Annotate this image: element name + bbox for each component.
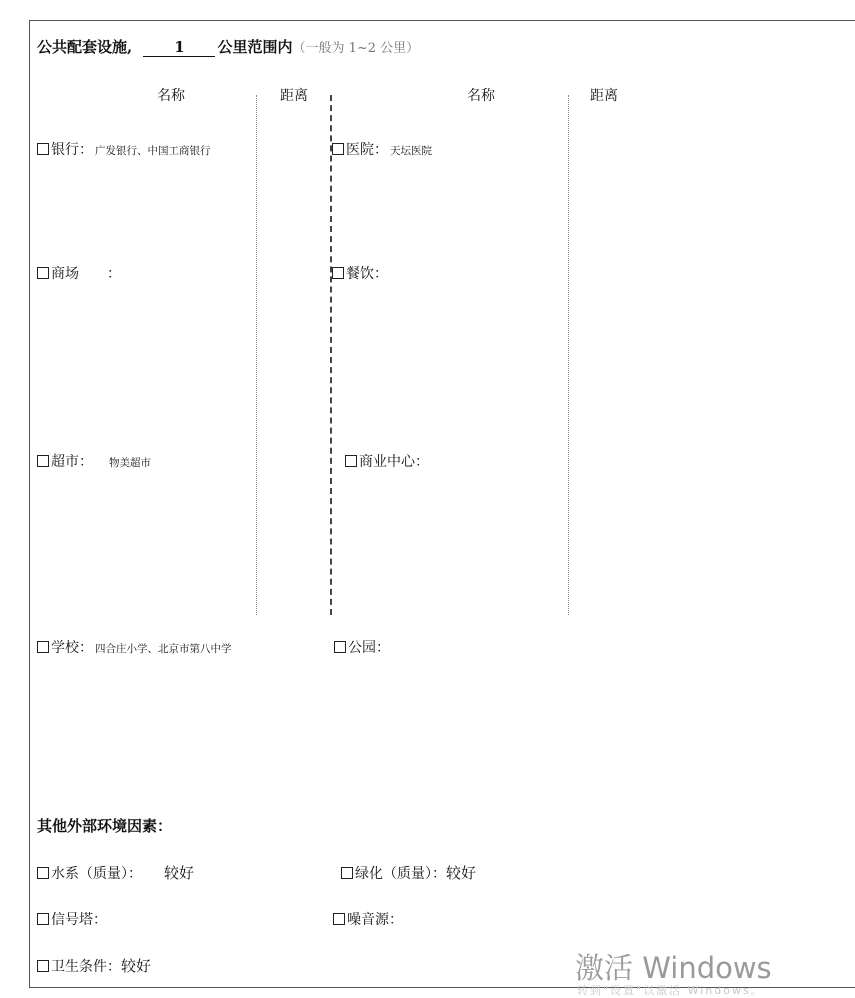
column-header-distance-right: 距离 (590, 88, 618, 104)
sanitation-checkbox[interactable] (37, 960, 49, 972)
supermarket-checkbox[interactable] (37, 455, 49, 467)
facility-supermarket (37, 451, 151, 471)
column-header-name-left: 名称 (157, 88, 185, 104)
title-prefix: 公共配套设施, (37, 38, 133, 56)
center-separator (330, 95, 332, 615)
facility-mall (37, 263, 123, 283)
column-header-name-right: 名称 (467, 88, 495, 104)
factor-water (37, 862, 194, 883)
factor-sanitation (37, 955, 151, 976)
facility-hospital (332, 139, 432, 159)
sanitation-value: 较好 (121, 957, 152, 975)
signal-checkbox[interactable] (37, 913, 49, 925)
hospital-checkbox[interactable] (332, 143, 344, 155)
left-distance-separator (256, 95, 257, 615)
supermarket-label: 超市： (51, 454, 93, 470)
school-value: 四合庄小学、北京市第八中学 (95, 643, 232, 655)
windows-watermark-subtext: 转到"设置"以激活 Windows。 (577, 984, 764, 997)
title-suffix: 公里范围内 (217, 38, 293, 56)
sanitation-label: 卫生条件： (51, 959, 121, 975)
title-note: （一般为 1~2 公里） (292, 41, 420, 56)
water-value: 较好 (164, 864, 195, 882)
hospital-value: 天坛医院 (390, 145, 432, 157)
dining-checkbox[interactable] (332, 267, 344, 279)
facility-bank (37, 139, 211, 159)
right-distance-separator (568, 95, 569, 615)
school-label: 学校： (51, 640, 93, 656)
other-factors-title: 其他外部环境因素： (37, 817, 173, 835)
facility-park (334, 637, 392, 657)
supermarket-value: 物美超市 (109, 457, 151, 469)
noise-checkbox[interactable] (333, 913, 345, 925)
water-label: 水系（质量）： (51, 866, 142, 882)
bank-checkbox[interactable] (37, 143, 49, 155)
green-value: 较好 (446, 864, 477, 882)
noise-label: 噪音源： (347, 912, 403, 928)
green-label: 绿化（质量）： (355, 866, 446, 882)
windows-watermark: 激活 Windows (575, 951, 772, 985)
signal-label: 信号塔： (51, 912, 107, 928)
factor-signal (37, 909, 107, 929)
water-checkbox[interactable] (37, 867, 49, 879)
form-frame (29, 20, 855, 988)
facility-dining (332, 263, 390, 283)
factor-noise (333, 909, 403, 929)
park-label: 公园： (348, 640, 390, 656)
radius-value: 1 (143, 38, 215, 57)
column-header-distance-left: 距离 (280, 88, 308, 104)
facilities-title (37, 36, 419, 57)
dining-label: 餐饮： (346, 266, 388, 282)
park-checkbox[interactable] (334, 641, 346, 653)
green-checkbox[interactable] (341, 867, 353, 879)
business-center-label: 商业中心： (359, 454, 429, 470)
bank-value: 广发银行、中国工商银行 (95, 145, 211, 157)
mall-label: 商场 ： (51, 266, 121, 282)
school-checkbox[interactable] (37, 641, 49, 653)
factor-green (341, 862, 476, 883)
mall-checkbox[interactable] (37, 267, 49, 279)
hospital-label: 医院： (346, 142, 388, 158)
facility-school (37, 637, 232, 657)
bank-label: 银行： (51, 142, 93, 158)
facility-business-center (345, 451, 431, 471)
business-center-checkbox[interactable] (345, 455, 357, 467)
